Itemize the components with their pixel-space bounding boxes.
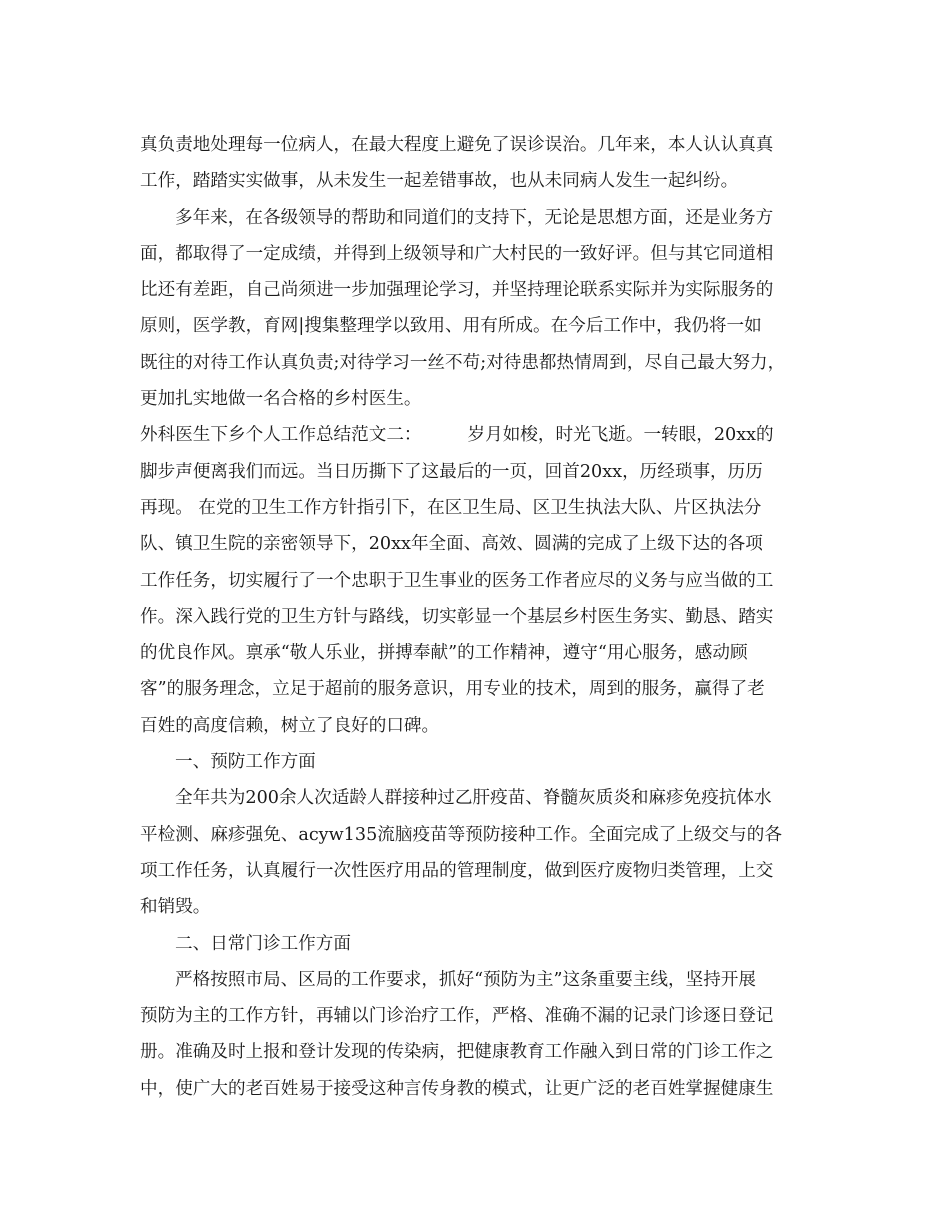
text-line-10: 脚步声便离我们而远。当日历撕下了这最后的一页，回首20xx，历经琐事，历历 bbox=[140, 461, 763, 482]
section-title: 外科医生下乡个人工作总结范文二： bbox=[140, 425, 422, 446]
text-line-19: 全年共为200余人次适龄人群接种过乙肝疫苗、脊髓灰质炎和麻疹免疫抗体水 bbox=[175, 788, 772, 809]
text-line-11: 再现。 在党的卫生工作方针指引下，在区卫生局、区卫生执法大队、片区执法分 bbox=[140, 497, 762, 518]
text-line-26: 册。准确及时上报和登计发现的传染病，把健康教育工作融入到日常的门诊工作之 bbox=[140, 1042, 774, 1063]
text-line-25: 预防为主的工作方针，再辅以门诊治疗工作，严格、准确不漏的记录门诊逐日登记 bbox=[140, 1006, 774, 1027]
text-line-5: 比还有差距，自己尚须进一步加强理论学习，并坚持理论联系实际并为实际服务的 bbox=[140, 280, 774, 301]
text-line-13: 工作任务，切实履行了一个忠职于卫生事业的医务工作者应尽的义务与应当做的工 bbox=[140, 570, 774, 591]
text-line-20: 平检测、麻疹强免、acyw135流脑疫苗等预防接种工作。全面完成了上级交与的各 bbox=[140, 824, 782, 845]
text-line-2: 工作，踏踏实实做事，从未发生一起差错事故，也从未同病人发生一起纠纷。 bbox=[140, 171, 739, 192]
text-line-27: 中，使广大的老百姓易于接受这种言传身教的模式，让更广泛的老百姓掌握健康生 bbox=[140, 1078, 774, 1099]
text-line-12: 队、镇卫生院的亲密领导下，20xx年全面、高效、圆满的完成了上级下达的各项 bbox=[140, 534, 763, 555]
document-body bbox=[140, 127, 830, 1107]
text-line-3: 多年来，在各级领导的帮助和同道们的支持下，无论是思想方面，还是业务方 bbox=[175, 207, 774, 228]
text-line-6: 原则，医学教，育网|搜集整理学以致用、用有所成。在今后工作中，我仍将一如 bbox=[140, 316, 762, 337]
text-line-21: 项工作任务，认真履行一次性医疗用品的管理制度，做到医疗废物归类管理，上交 bbox=[140, 860, 774, 881]
text-line-22: 和销毁。 bbox=[140, 897, 211, 918]
text-line-24: 严格按照市局、区局的工作要求，抓好“预防为主”这条重要主线，坚持开展 bbox=[175, 969, 756, 990]
text-line-1: 真负责地处理每一位病人，在最大程度上避免了误诊误治。几年来，本人认认真真 bbox=[140, 135, 774, 155]
text-line-15: 的优良作风。禀承“敬人乐业，拼搏奉献”的工作精神，遵守“用心服务，感动顾 bbox=[140, 643, 748, 664]
text-line-4: 面，都取得了一定成绩，并得到上级领导和广大村民的一致好评。但与其它同道相 bbox=[140, 243, 774, 264]
text-line-14: 作。深入践行党的卫生方针与路线，切实彰显一个基层乡村医生务实、勤恳、踏实 bbox=[140, 606, 774, 627]
text-line-7: 既往的对待工作认真负责;对待学习一丝不苟;对待患都热情周到，尽自己最大努力， bbox=[140, 352, 786, 373]
text-line-17: 百姓的高度信赖，树立了良好的口碑。 bbox=[140, 715, 440, 736]
subheading-prevention: 一、预防工作方面 bbox=[175, 752, 316, 773]
text-line-16: 客”的服务理念，立足于超前的服务意识，用专业的技术，周到的服务，赢得了老 bbox=[140, 679, 765, 700]
text-line-8: 更加扎实地做一名合格的乡村医生。 bbox=[140, 389, 422, 410]
section-first-text: 岁月如梭，时光飞逝。一转眼，20xx的 bbox=[467, 425, 774, 446]
subheading-outpatient: 二、日常门诊工作方面 bbox=[175, 933, 351, 954]
section-heading-line bbox=[140, 417, 830, 453]
